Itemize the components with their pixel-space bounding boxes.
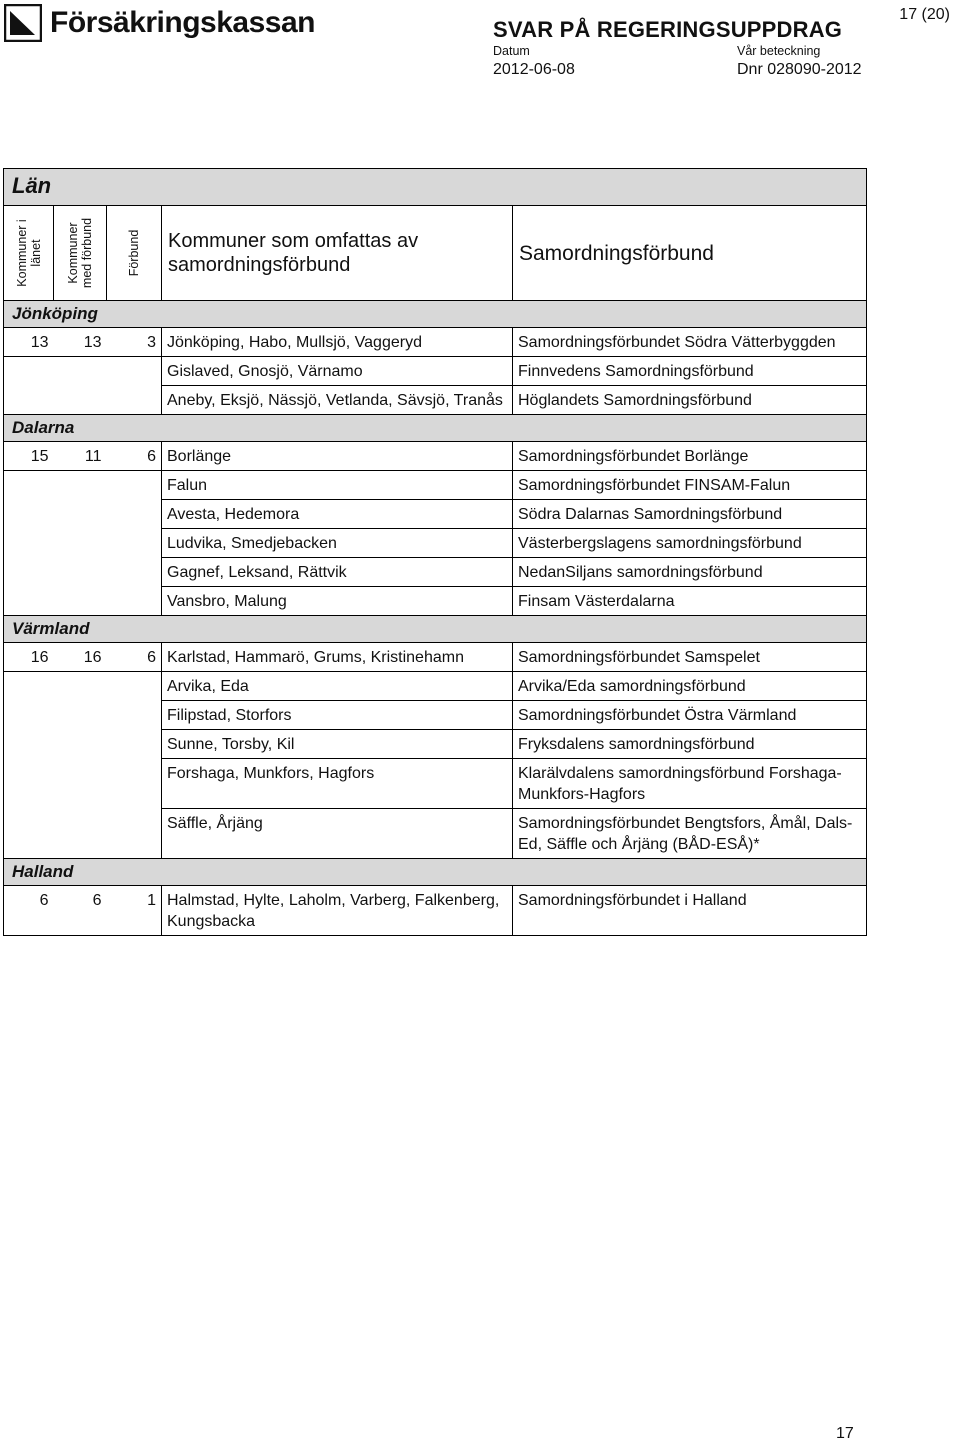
forbund-cell: Samordningsförbundet Borlänge bbox=[513, 442, 867, 471]
county-row bbox=[4, 415, 867, 442]
forbund-cell: Södra Dalarnas Samordningsförbund bbox=[513, 500, 867, 529]
reference-label: Vår beteckning bbox=[737, 44, 821, 58]
col-kommuner-i-lanet: Kommuner i länet bbox=[14, 219, 43, 287]
table-row bbox=[4, 701, 867, 730]
forbund-cell: Samordningsförbundet FINSAM-Falun bbox=[513, 471, 867, 500]
column-header-row bbox=[4, 206, 867, 301]
forbund-count-value: 6 bbox=[107, 442, 162, 471]
kommuner-med-forbund-value: 6 bbox=[54, 886, 107, 936]
forbund-cell: Västerbergslagens samordningsförbund bbox=[513, 529, 867, 558]
forbund-cell: Samordningsförbundet Södra Vätterbyggden bbox=[513, 328, 867, 357]
table-row bbox=[4, 471, 867, 500]
col-samordningsforbund: Samordningsförbund bbox=[519, 241, 714, 265]
kommuner-cell: Forshaga, Munkfors, Hagfors bbox=[162, 759, 513, 809]
lan-label: Län bbox=[12, 173, 52, 198]
forbund-cell: Fryksdalens samordningsförbund bbox=[513, 730, 867, 759]
forbund-cell: Finsam Västerdalarna bbox=[513, 587, 867, 616]
forbund-cell: Finnvedens Samordningsförbund bbox=[513, 357, 867, 386]
county-name: Värmland bbox=[12, 619, 90, 638]
forbund-cell: NedanSiljans samordningsförbund bbox=[513, 558, 867, 587]
kommuner-i-lanet-value: 16 bbox=[4, 643, 54, 672]
date-label: Datum bbox=[493, 44, 530, 58]
county-row bbox=[4, 301, 867, 328]
kommuner-cell: Sunne, Torsby, Kil bbox=[162, 730, 513, 759]
forbund-cell: Klarälvdalens samordningsförbund Forshaga-Munkfors-Hagfors bbox=[513, 759, 867, 809]
date-value: 2012-06-08 bbox=[493, 61, 575, 78]
table-row bbox=[4, 500, 867, 529]
forbund-cell: Samordningsförbundet Samspelet bbox=[513, 643, 867, 672]
kommuner-i-lanet-value: 6 bbox=[4, 886, 54, 936]
table-row bbox=[4, 759, 867, 809]
forbund-cell: Samordningsförbundet Östra Värmland bbox=[513, 701, 867, 730]
table-row bbox=[4, 529, 867, 558]
samordningsforbund-table bbox=[3, 168, 867, 936]
county-name: Dalarna bbox=[12, 418, 75, 437]
table-row bbox=[4, 672, 867, 701]
table-row bbox=[4, 643, 867, 672]
table-row bbox=[4, 886, 867, 936]
table-row bbox=[4, 386, 867, 415]
logo-text: Försäkringskassan bbox=[50, 6, 315, 39]
kommuner-cell: Halmstad, Hylte, Laholm, Varberg, Falkenberg, Kungsbacka bbox=[162, 886, 513, 936]
kommuner-cell: Karlstad, Hammarö, Grums, Kristinehamn bbox=[162, 643, 513, 672]
col-kommuner-omfattas: Kommuner som omfattas av samordningsförbund bbox=[168, 230, 419, 276]
county-row bbox=[4, 616, 867, 643]
kommuner-cell: Borlänge bbox=[162, 442, 513, 471]
logo bbox=[4, 4, 315, 42]
kommuner-cell: Filipstad, Storfors bbox=[162, 701, 513, 730]
lan-header-row bbox=[4, 169, 867, 206]
kommuner-med-forbund-value: 13 bbox=[54, 328, 107, 357]
forbund-cell: Samordningsförbundet i Halland bbox=[513, 886, 867, 936]
kommuner-med-forbund-value: 11 bbox=[54, 442, 107, 471]
table-row bbox=[4, 357, 867, 386]
forbund-count-value: 3 bbox=[107, 328, 162, 357]
document-title: SVAR PÅ REGERINGSUPPDRAG bbox=[493, 17, 843, 42]
col-kommuner-med-forbund: Kommuner med förbund bbox=[66, 217, 94, 289]
reference-value: Dnr 028090-2012 bbox=[737, 61, 862, 78]
table-row bbox=[4, 328, 867, 357]
kommuner-med-forbund-value: 16 bbox=[54, 643, 107, 672]
footer-page-number: 17 bbox=[836, 1425, 854, 1442]
forbund-cell: Höglandets Samordningsförbund bbox=[513, 386, 867, 415]
page-number: 17 (20) bbox=[899, 6, 950, 23]
county-row bbox=[4, 859, 867, 886]
logo-mark-icon bbox=[4, 4, 42, 42]
kommuner-cell: Vansbro, Malung bbox=[162, 587, 513, 616]
table-row bbox=[4, 587, 867, 616]
table-row bbox=[4, 809, 867, 859]
kommuner-i-lanet-value: 15 bbox=[4, 442, 54, 471]
county-name: Halland bbox=[12, 862, 74, 881]
table-row bbox=[4, 730, 867, 759]
kommuner-cell: Arvika, Eda bbox=[162, 672, 513, 701]
kommuner-cell: Jönköping, Habo, Mullsjö, Vaggeryd bbox=[162, 328, 513, 357]
kommuner-cell: Säffle, Årjäng bbox=[162, 809, 513, 859]
kommuner-cell: Falun bbox=[162, 471, 513, 500]
forbund-count-value: 6 bbox=[107, 643, 162, 672]
kommuner-i-lanet-value: 13 bbox=[4, 328, 54, 357]
county-name: Jönköping bbox=[12, 304, 98, 323]
kommuner-cell: Gislaved, Gnosjö, Värnamo bbox=[162, 357, 513, 386]
kommuner-cell: Gagnef, Leksand, Rättvik bbox=[162, 558, 513, 587]
table-row bbox=[4, 442, 867, 471]
kommuner-cell: Aneby, Eksjö, Nässjö, Vetlanda, Sävsjö, Tranås bbox=[162, 386, 513, 415]
kommuner-cell: Ludvika, Smedjebacken bbox=[162, 529, 513, 558]
table-row bbox=[4, 558, 867, 587]
col-forbund: Förbund bbox=[127, 229, 141, 277]
forbund-cell: Samordningsförbundet Bengtsfors, Åmål, Dals-Ed, Säffle och Årjäng (BÅD-ESÅ)* bbox=[513, 809, 867, 859]
kommuner-cell: Avesta, Hedemora bbox=[162, 500, 513, 529]
forbund-cell: Arvika/Eda samordningsförbund bbox=[513, 672, 867, 701]
forbund-count-value: 1 bbox=[107, 886, 162, 936]
